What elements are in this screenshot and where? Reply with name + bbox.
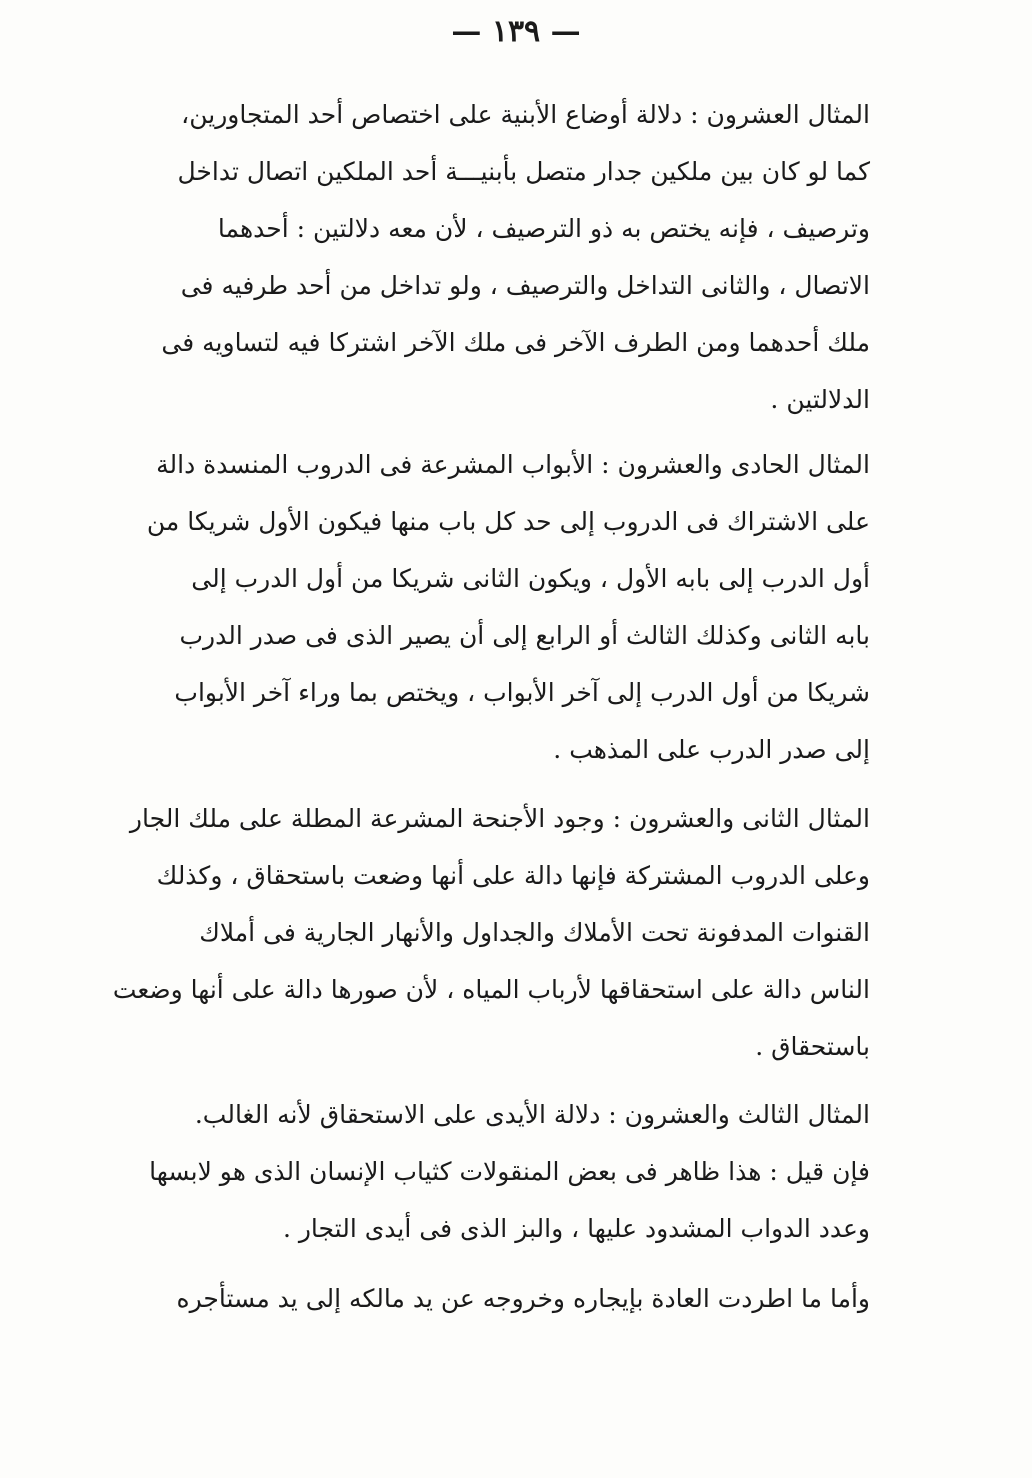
text-line: أول الدرب إلى بابه الأول ، ويكون الثانى شريكا من أول الدرب إلى	[191, 564, 870, 593]
paragraph-example-21	[100, 436, 918, 778]
text-line: بابه الثانى وكذلك الثالث أو الرابع إلى أن يصير الذى فى صدر الدرب	[179, 621, 870, 650]
text-line: المثال الثانى والعشرون : وجود الأجنحة المشرعة المطلة على ملك الجار	[129, 804, 870, 833]
paragraph-continuation	[100, 1270, 918, 1327]
text-line: إلى صدر الدرب على المذهب .	[553, 735, 870, 764]
text-line: المثال الثالث والعشرون : دلالة الأيدى على الاستحقاق لأنه الغالب.	[194, 1100, 870, 1129]
paragraph-example-20	[100, 86, 918, 428]
text-line: وأما ما اطردت العادة بإيجاره وخروجه عن يد مالكه إلى يد مستأجره	[176, 1284, 870, 1313]
paragraph-example-22	[100, 790, 918, 1075]
text-line: الدلالتين .	[770, 385, 870, 414]
text-line: المثال العشرون : دلالة أوضاع الأبنية على اختصاص أحد المتجاورين،	[181, 100, 870, 129]
text-line: وعلى الدروب المشتركة فإنها دالة على أنها وضعت باستحقاق ، وكذلك	[156, 861, 870, 890]
text-line: القنوات المدفونة تحت الأملاك والجداول والأنهار الجارية فى أملاك	[199, 918, 870, 947]
text-line: ملك أحدهما ومن الطرف الآخر فى ملك الآخر اشتركا فيه لتساويه فى	[161, 328, 870, 357]
page-number: — ١٣٩ —	[451, 14, 581, 49]
paragraph-example-23	[100, 1086, 918, 1257]
text-line: باستحقاق .	[755, 1032, 870, 1061]
text-line: المثال الحادى والعشرون : الأبواب المشرعة فى الدروب المنسدة دالة	[156, 450, 870, 479]
text-line: كما لو كان بين ملكين جدار متصل بأبنيـــة أحد الملكين اتصال تداخل	[177, 157, 870, 186]
text-line: وعدد الدواب المشدود عليها ، والبز الذى فى أيدى التجار .	[282, 1214, 870, 1243]
text-line: على الاشتراك فى الدروب إلى حد كل باب منها فيكون الأول شريكا من	[146, 507, 870, 536]
text-line: الناس دالة على استحقاقها لأرباب المياه ، لأن صورها دالة على أنها وضعت	[112, 975, 870, 1004]
text-line: الاتصال ، والثانى التداخل والترصيف ، ولو تداخل من أحد طرفيه فى	[180, 271, 870, 300]
text-line: شريكا من أول الدرب إلى آخر الأبواب ، ويختص بما وراء آخر الأبواب	[174, 678, 870, 707]
text-line: وترصيف ، فإنه يختص به ذو الترصيف ، لأن معه دلالتين : أحدهما	[217, 214, 870, 243]
text-line: فإن قيل : هذا ظاهر فى بعض المنقولات كثياب الإنسان الذى هو لابسها	[149, 1157, 870, 1186]
